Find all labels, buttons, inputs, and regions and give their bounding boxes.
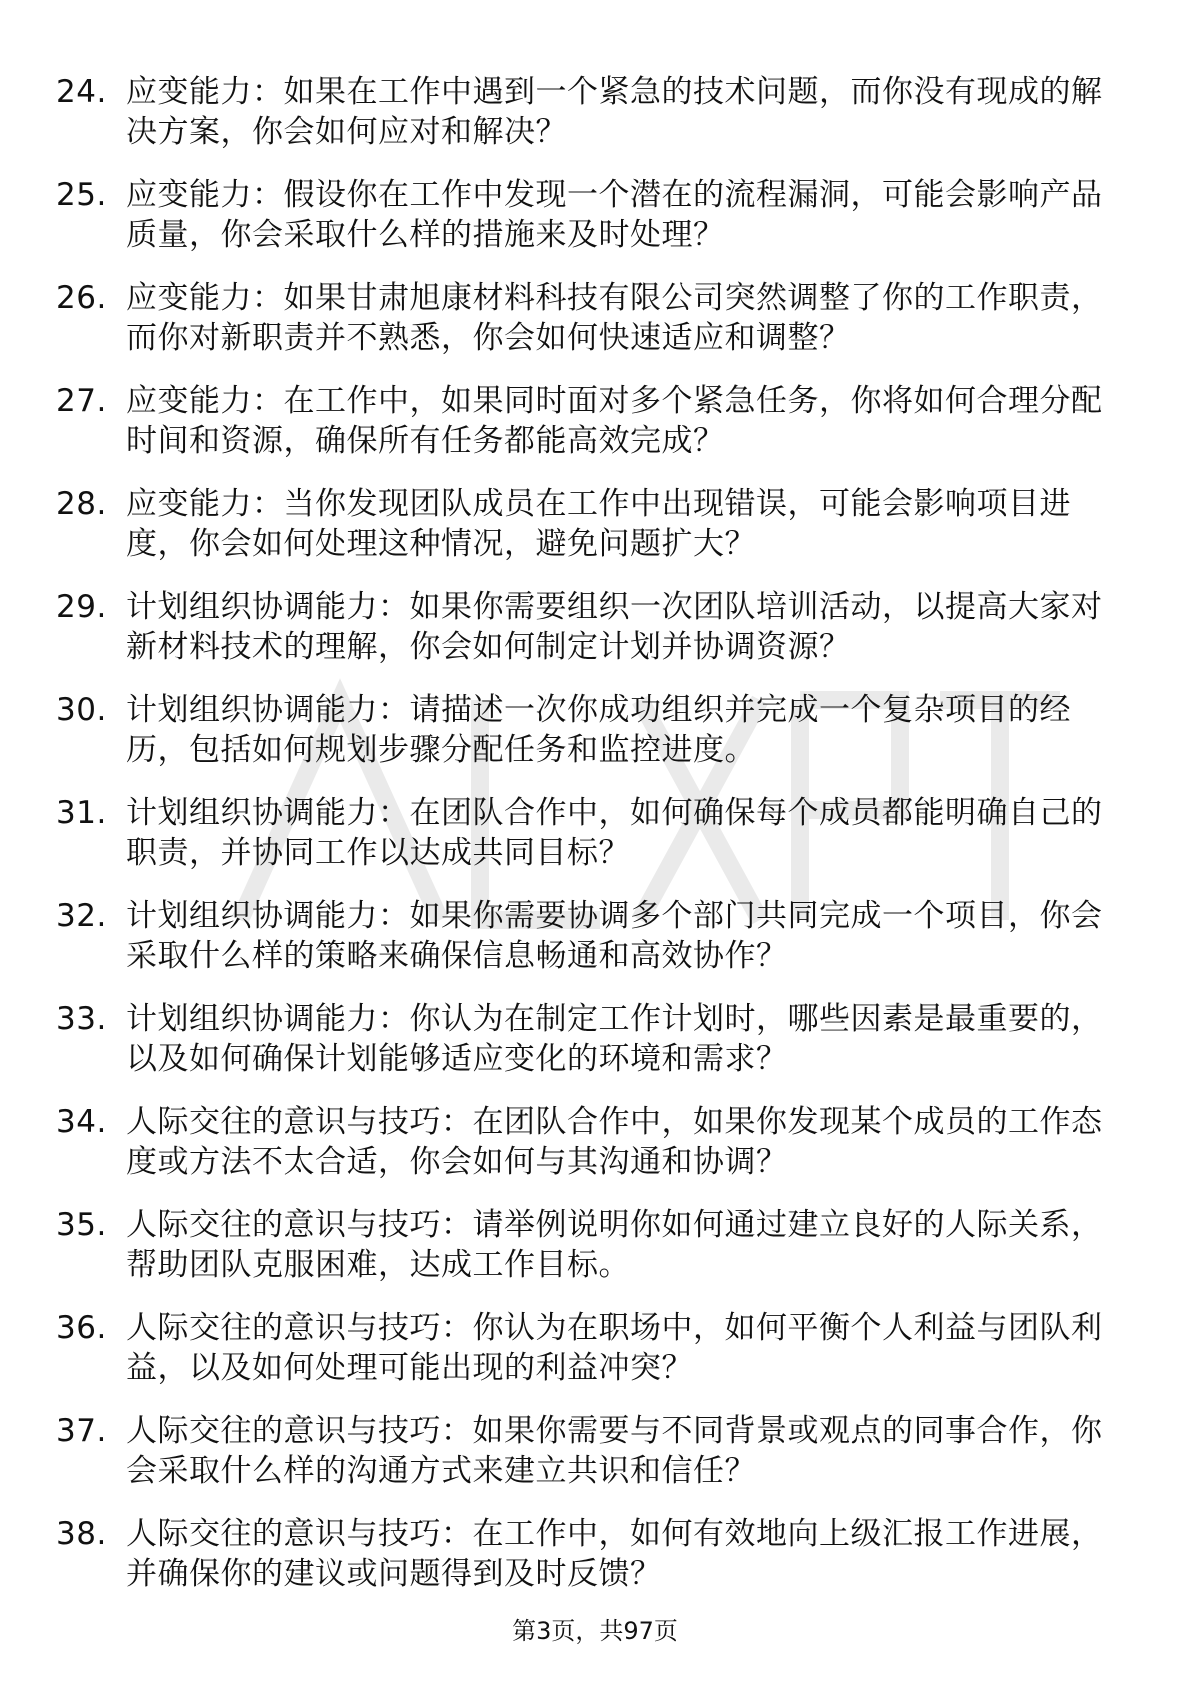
- question-text: 计划组织协调能力：你认为在制定工作计划时，哪些因素是最重要的，以及如何确保计划能够适应变化的环境和需求？: [126, 1001, 1103, 1077]
- question-item-37: [56, 1411, 1116, 1491]
- question-text: 人际交往的意识与技巧：请举例说明你如何通过建立良好的人际关系，帮助团队克服困难，达成工作目标。: [126, 1207, 1103, 1283]
- question-number: 29.: [56, 589, 107, 625]
- question-item-29: [56, 587, 1116, 667]
- question-number: 31.: [56, 795, 107, 831]
- question-text: 人际交往的意识与技巧：在团队合作中，如果你发现某个成员的工作态度或方法不太合适，你会如何与其沟通和协调？: [126, 1104, 1103, 1180]
- question-text: 人际交往的意识与技巧：如果你需要与不同背景或观点的同事合作，你会采取什么样的沟通方式来建立共识和信任？: [126, 1413, 1103, 1489]
- question-item-36: [56, 1308, 1116, 1388]
- question-item-34: [56, 1102, 1116, 1182]
- question-item-25: [56, 175, 1116, 255]
- question-number: 38.: [56, 1516, 107, 1552]
- question-text: 计划组织协调能力：如果你需要组织一次团队培训活动，以提高大家对新材料技术的理解，你会如何制定计划并协调资源？: [126, 589, 1103, 665]
- question-number: 36.: [56, 1310, 107, 1346]
- question-item-30: [56, 690, 1116, 770]
- question-text: 应变能力：在工作中，如果同时面对多个紧急任务，你将如何合理分配时间和资源，确保所有任务都能高效完成？: [126, 383, 1103, 459]
- question-item-38: [56, 1514, 1116, 1594]
- question-number: 32.: [56, 898, 107, 934]
- question-number: 24.: [56, 74, 107, 110]
- question-item-27: [56, 381, 1116, 461]
- question-item-33: [56, 999, 1116, 1079]
- question-item-28: [56, 484, 1116, 564]
- question-number: 28.: [56, 486, 107, 522]
- question-number: 35.: [56, 1207, 107, 1243]
- question-list: [56, 72, 1116, 1617]
- question-text: 应变能力：如果甘肃旭康材料科技有限公司突然调整了你的工作职责，而你对新职责并不熟悉，你会如何快速适应和调整？: [126, 280, 1103, 356]
- question-number: 37.: [56, 1413, 107, 1449]
- question-number: 25.: [56, 177, 107, 213]
- question-text: 人际交往的意识与技巧：你认为在职场中，如何平衡个人利益与团队利益，以及如何处理可能出现的利益冲突？: [126, 1310, 1103, 1386]
- question-item-35: [56, 1205, 1116, 1285]
- question-text: 计划组织协调能力：请描述一次你成功组织并完成一个复杂项目的经历，包括如何规划步骤分配任务和监控进度。: [126, 692, 1071, 768]
- question-number: 34.: [56, 1104, 107, 1140]
- question-item-26: [56, 278, 1116, 358]
- question-item-31: [56, 793, 1116, 873]
- question-number: 30.: [56, 692, 107, 728]
- question-text: 应变能力：假设你在工作中发现一个潜在的流程漏洞，可能会影响产品质量，你会采取什么样的措施来及时处理？: [126, 177, 1103, 253]
- question-text: 应变能力：当你发现团队成员在工作中出现错误，可能会影响项目进度，你会如何处理这种情况，避免问题扩大？: [126, 486, 1071, 562]
- question-item-24: [56, 72, 1116, 152]
- page-footer: 第3页，共97页: [512, 1617, 678, 1645]
- question-text: 人际交往的意识与技巧：在工作中，如何有效地向上级汇报工作进展，并确保你的建议或问题得到及时反馈？: [126, 1516, 1103, 1592]
- question-number: 27.: [56, 383, 107, 419]
- question-text: 应变能力：如果在工作中遇到一个紧急的技术问题，而你没有现成的解决方案，你会如何应对和解决？: [126, 74, 1103, 150]
- question-text: 计划组织协调能力：如果你需要协调多个部门共同完成一个项目，你会采取什么样的策略来确保信息畅通和高效协作？: [126, 898, 1103, 974]
- question-number: 26.: [56, 280, 107, 316]
- question-text: 计划组织协调能力：在团队合作中，如何确保每个成员都能明确自己的职责，并协同工作以达成共同目标？: [126, 795, 1103, 871]
- question-item-32: [56, 896, 1116, 976]
- question-number: 33.: [56, 1001, 107, 1037]
